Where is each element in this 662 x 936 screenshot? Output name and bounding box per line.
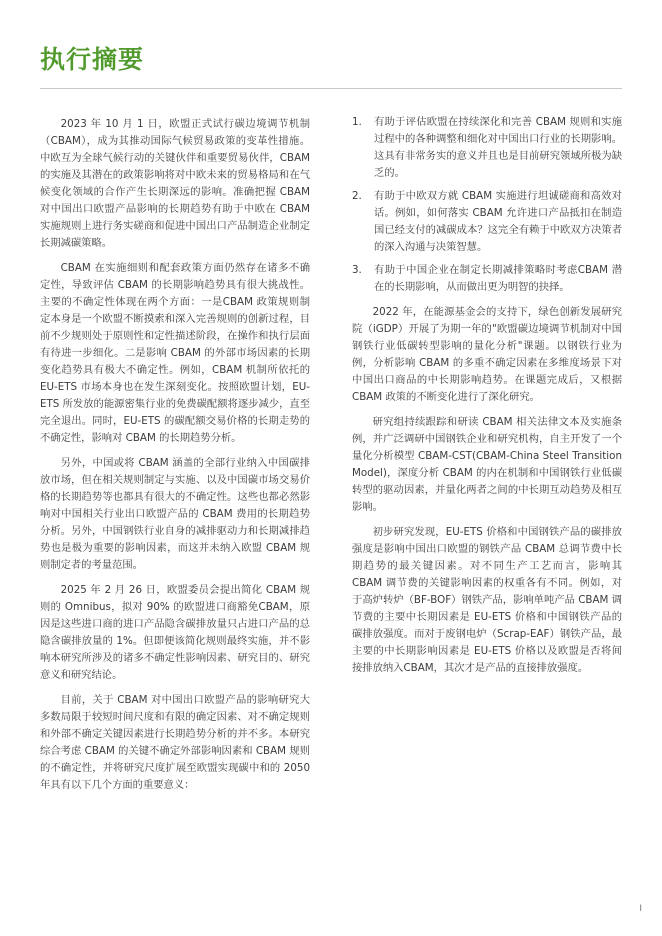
paragraph: CBAM 在实施细则和配套政策方面仍然存在诸多不确定性，导致评估 CBAM 的长期影响趋势具有很大挑战性。主要的不确定性体现在两个方面：一是CBAM 政策规则制定本身是一个欧盟不断摸索和深入完善规则的创新过程，目前不少规则处于原则性和定性描述阶段，在操作和执行层面有待进一步细化。二是影响 CBAM 的外部市场因素的长期变化趋势具有极大不确定性。例如，CBAM 机制所依托的 EU-ETS 市场本身也在发生深刻变化。按照欧盟计划，EU-ETS 所发放的能源密集行业的免费碳配额将逐步减少，直至完全退出。同时，EU-ETS 的碳配额交易价格的长期走势的不确定性，影响对 CBAM 的长期趋势分析。 — [40, 262, 310, 444]
list-text: 有助于评估欧盟在持续深化和完善 CBAM 规则和实施过程中的各种调整和细化对中国出口行业的长期影响。这具有非常务实的意义并且也是目前研究领域所极为缺乏的。 — [374, 116, 622, 179]
right-column — [352, 114, 622, 685]
list-number: 1. — [352, 116, 362, 128]
paragraph: 目前，关于 CBAM 对中国出口欧盟产品的影响研究大多数局限于较短时间尺度和有限的确定因素、对不确定规则和外部不确定关键因素进行长期趋势分析的并不多。本研究综合考虑 CBAM 的关键不确定外部影响因素和 CBAM 规则的不确定性，并将研究尺度扩展至欧盟实现碳中和的 2050 年具有以下几个方面的重要意义： — [40, 694, 310, 791]
paragraph: 2025 年 2 月 26 日，欧盟委员会提出简化 CBAM 规则的 Omnibus，拟对 90% 的欧盟进口商豁免CBAM，原因是这些进口商的进口产品隐含碳排放量只占进口产品的总隐含碳排放量的 1%。但即便该简化规则最终实施，并不影响本研究所涉及的诸多不确定性影响因素、研究目的、研究意义和研究结论。 — [40, 584, 310, 681]
list-text: 有助于中国企业在制定长期减排策略时考虑CBAM 潜在的长期影响，从而做出更为明智的抉择。 — [374, 264, 622, 293]
page-number: I — [639, 904, 642, 914]
paragraph: 初步研究发现，EU-ETS 价格和中国钢铁产品的碳排放强度是影响中国出口欧盟的钢铁产品 CBAM 总调节费中长期趋势的最关键因素。对不同生产工艺而言，影响其 CBAM 调节费的关键影响因素的权重各有不同。例如，对于高炉转炉（BF-BOF）钢铁产品，影响单吨产品 CBAM 调节费的主要中长期因素是 EU-ETS 价格和中国钢铁产品的碳排放强度。而对于废钢电炉（Scrap-EAF）钢铁产品，最主要的中长期影响因素是 EU-ETS 价格以及欧盟是否将间接排放纳入CBAM，其次才是产品的直接排放强度。 — [352, 526, 622, 674]
list-item — [352, 114, 622, 182]
significance-list — [352, 114, 622, 296]
list-item — [352, 188, 622, 256]
list-item — [352, 262, 622, 296]
left-column — [40, 116, 310, 802]
paragraph: 2023 年 10 月 1 日，欧盟正式试行碳边境调节机制（CBAM），成为其推动国际气候贸易政策的变革性措施。中欧互为全球气候行动的关键伙伴和重要贸易伙伴，CBAM 的实施及其潜在的政策影响将对中欧未来的贸易格局和在气候变化领域的合作产生长期深远的影响。准确把握 CBAM 对中国出口欧盟产品影响的长期趋势有助于中欧在 CBAM 实施规则上进行务实磋商和促进中国出口产品制造企业制定长期减碳策略。 — [40, 118, 310, 249]
title-divider — [40, 88, 622, 89]
list-number: 2. — [352, 190, 362, 202]
paragraph: 研究组持续跟踪和研读 CBAM 相关法律文本及实施条例，并广泛调研中国钢铁企业和研究机构，自主开发了一个量化分析模型 CBAM-CST(CBAM-China Steel Transition Model)，深度分析 CBAM 的内在机制和中国钢铁行业低碳转型的驱动因素，并量化两者之间的中长期互动趋势及相互影响。 — [352, 416, 622, 513]
page-title: 执行摘要 — [40, 45, 145, 74]
paragraph: 另外，中国或将 CBAM 涵盖的全部行业纳入中国碳排放市场，但在相关规则制定与实施、以及中国碳市场交易价格的长期趋势等也都具有很大的不确定性。这些也都必然影响对中国相关行业出口欧盟产品的 CBAM 费用的长期趋势分析。另外，中国钢铁行业自身的减排驱动力和长期减排趋势也是极为重要的影响因素，而这并未纳入欧盟 CBAM 规则制定者的考量范围。 — [40, 457, 310, 571]
paragraph: 2022 年，在能源基金会的支持下，绿色创新发展研究院（iGDP）开展了为期一年的"欧盟碳边境调节机制对中国钢铁行业低碳转型影响的量化分析"课题。以钢铁行业为例，分析影响 CBAM 的多重不确定因素在多维度场景下对中国出口商品的中长期影响趋势。在课题完成后，又根据 CBAM 政策的不断变化进行了深化研究。 — [352, 306, 622, 403]
list-number: 3. — [352, 264, 362, 276]
list-text: 有助于中欧双方就 CBAM 实施进行坦诚磋商和高效对话。例如，如何落实 CBAM 允许进口产品抵扣在制造国已经支付的减碳成本？这完全有赖于中欧双方决策者的深入沟通与决策智慧。 — [374, 190, 622, 253]
